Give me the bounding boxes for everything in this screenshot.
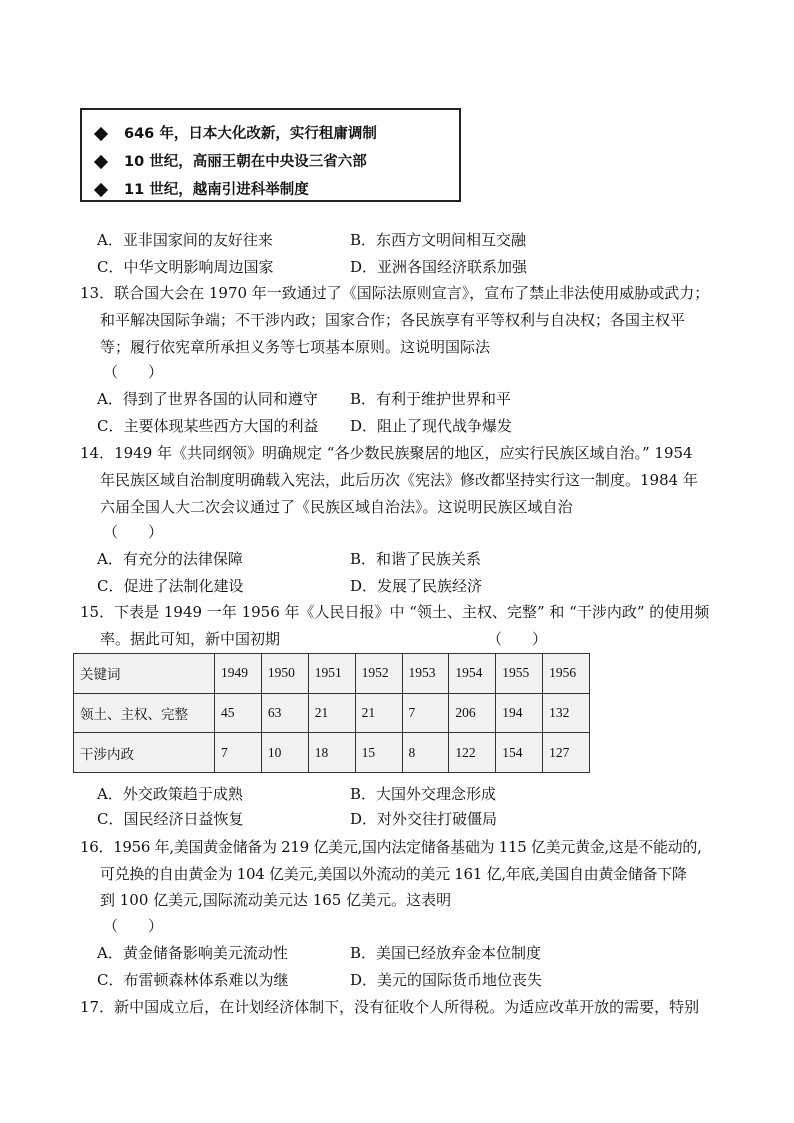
q14-option-d[interactable]: D．发展了民族经济	[350, 577, 483, 595]
table-cell: 15	[355, 733, 402, 773]
table-cell: 18	[308, 733, 355, 773]
table-cell: 1954	[449, 654, 496, 694]
q13-answer-blank[interactable]: （ ）	[103, 363, 164, 381]
q15-stem-line1: 15．下表是 1949 一年 1956 年《人民日报》中 “领土、主权、完整” 和 “干涉内政” 的使用频	[80, 603, 710, 621]
list-item: 11 世纪，越南引进科举制度	[92, 176, 459, 204]
table-cell: 45	[215, 693, 262, 733]
table-row	[74, 733, 590, 773]
q13-stem-line3: 等；履行依宪章所承担义务等七项基本原则。这说明国际法	[100, 338, 491, 356]
table-cell: 领土、主权、完整	[74, 693, 215, 733]
q13-stem-line1: 13．联合国大会在 1970 年一致通过了《国际法原则宣言》，宣布了禁止非法使用威胁或武力；	[80, 284, 710, 302]
list-item: 646 年，日本大化改新，实行租庸调制	[92, 120, 459, 148]
q13-stem-line2: 和平解决国际争端；不干涉内政；国家合作；各民族享有平等权利与自决权；各国主权平	[100, 311, 686, 329]
q14-stem-line3: 六届全国人大二次会议通过了《民族区域自治法》。这说明民族区域自治	[100, 498, 573, 516]
q14-answer-blank[interactable]: （ ）	[103, 523, 164, 541]
table-cell: 7	[215, 733, 262, 773]
table-cell: 132	[543, 693, 590, 733]
table-header-row	[74, 654, 590, 694]
q13-option-c[interactable]: C．主要体现某些西方大国的利益	[97, 417, 319, 435]
q15-stem-line2: 率。据此可知，新中国初期	[100, 630, 281, 648]
q15-option-d[interactable]: D．对外交往打破僵局	[350, 810, 498, 828]
table-cell: 1949	[215, 654, 262, 694]
frequency-table	[73, 653, 590, 773]
diamond-bullet-icon	[94, 155, 108, 169]
table-cell: 8	[402, 733, 449, 773]
q12-option-c[interactable]: C．中华文明影响周边国家	[97, 258, 274, 276]
q16-option-c[interactable]: C．布雷顿森林体系难以为继	[97, 971, 289, 989]
q15-answer-blank[interactable]: （ ）	[487, 630, 548, 648]
q16-answer-blank[interactable]: （ ）	[103, 917, 164, 935]
table-cell: 1955	[496, 654, 543, 694]
q14-option-b[interactable]: B．和谐了民族关系	[350, 550, 482, 568]
q13-option-b[interactable]: B．有利于维护世界和平	[350, 390, 512, 408]
table-cell: 21	[355, 693, 402, 733]
table-cell: 206	[449, 693, 496, 733]
q15-option-b[interactable]: B．大国外交理念形成	[350, 785, 497, 803]
table-cell: 127	[543, 733, 590, 773]
diamond-bullet-icon	[94, 183, 108, 197]
q17-stem-line1: 17．新中国成立后，在计划经济体制下，没有征收个人所得税。为适应改革开放的需要，特别	[80, 998, 700, 1016]
table-cell: 10	[261, 733, 308, 773]
q12-option-d[interactable]: D．亚洲各国经济联系加强	[350, 258, 528, 276]
table-cell: 1951	[308, 654, 355, 694]
q16-stem-line2: 可兑换的自由黄金为 104 亿美元,美国以外流动的美元 161 亿,年底,美国自由黄金储备下降	[100, 865, 687, 883]
q16-stem-line1: 16．1956 年,美国黄金储备为 219 亿美元,国内法定储备基础为 115 亿美元黄金,这是不能动的,	[80, 838, 702, 856]
table-cell: 63	[261, 693, 308, 733]
table-cell: 1950	[261, 654, 308, 694]
table-cell: 1953	[402, 654, 449, 694]
q12-option-b[interactable]: B．东西方文明间相互交融	[350, 231, 527, 249]
table-cell: 关键词	[74, 654, 215, 694]
q16-option-a[interactable]: A．黄金储备影响美元流动性	[97, 944, 288, 962]
list-item: 10 世纪，高丽王朝在中央设三省六部	[92, 148, 459, 176]
table-row	[74, 693, 590, 733]
q12-option-a[interactable]: A．亚非国家间的友好往来	[97, 231, 273, 249]
table-cell: 干涉内政	[74, 733, 215, 773]
q14-option-c[interactable]: C．促进了法制化建设	[97, 577, 244, 595]
q14-stem-line2: 年民族区域自治制度明确载入宪法，此后历次《宪法》修改都坚持实行这一制度。1984 年	[100, 471, 698, 489]
table-cell: 154	[496, 733, 543, 773]
table-cell: 1952	[355, 654, 402, 694]
q14-stem-line1: 14．1949 年《共同纲领》明确规定 “各少数民族聚居的地区，应实行民族区域自治。” 1954	[80, 444, 693, 462]
q14-option-a[interactable]: A．有充分的法律保障	[97, 550, 243, 568]
table-cell: 1956	[543, 654, 590, 694]
q16-option-b[interactable]: B．美国已经放弃金本位制度	[350, 944, 542, 962]
event-list-box	[80, 108, 461, 202]
table-cell: 194	[496, 693, 543, 733]
q13-option-a[interactable]: A．得到了世界各国的认同和遵守	[97, 390, 318, 408]
q13-option-d[interactable]: D．阻止了现代战争爆发	[350, 417, 513, 435]
q16-option-d[interactable]: D．美元的国际货币地位丧失	[350, 971, 543, 989]
q15-option-c[interactable]: C．国民经济日益恢复	[97, 810, 244, 828]
diamond-bullet-icon	[94, 127, 108, 141]
table-cell: 122	[449, 733, 496, 773]
table-cell: 7	[402, 693, 449, 733]
q15-option-a[interactable]: A．外交政策趋于成熟	[97, 785, 243, 803]
q16-stem-line3: 到 100 亿美元,国际流动美元达 165 亿美元。这表明	[100, 891, 452, 909]
table-cell: 21	[308, 693, 355, 733]
